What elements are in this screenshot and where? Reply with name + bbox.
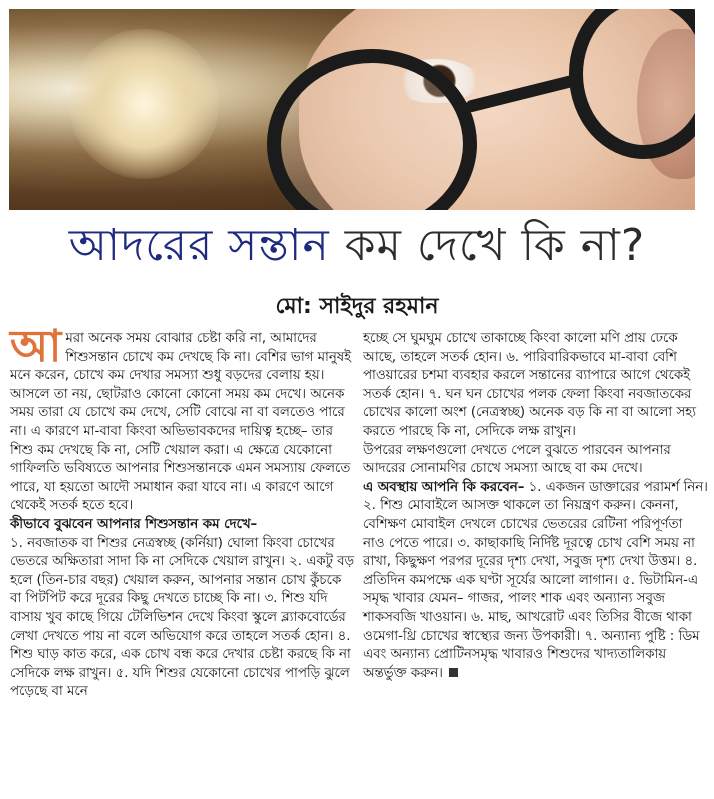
remedies-text: ১. একজন ডাক্তারের পরামর্শ নিন। ২. শিশু মোবাইলে আসক্ত থাকলে তা নিয়ন্ত্রণ করুন। কেননা, বেশিক্ষণ মোবাইল দেখলে চোখের ভেতরের রেটিনা পরিপূর্ণতা নাও পেতে পারে। ৩. কাছাকাছি নির্দিষ্ট দূরত্বে চোখ বেশি সময় না রাখা, কিছুক্ষণ পরপর দূরের দৃশ্য দেখা, সবুজ দৃশ্য দেখা উত্তম। ৪. প্রতিদিন কমপক্ষে এক ঘণ্টা সূর্যের আলো লাগান। ৫. ভিটামিন-এ সমৃদ্ধ খাবার যেমন– গাজর, পালং শাক এবং অন্যান্য সবুজ শাকসবজি খাওয়ান। ৬. মাছ, আখরোট এবং তিসির বীজে থাকা ওমেগা-থ্রি চোখের স্বাস্থ্যের জন্য উপকারী। ৭. অন্যান্য পুষ্টি : ডিম এবং অন্যান্য প্রোটিনসমৃদ্ধ খাবারও শিশুদের খাদ্যতালিকায় অন্তর্ভুক্ত করুন। — [363, 479, 708, 681]
child-with-glasses-photo — [9, 9, 695, 210]
headline-part-2: কম দেখে কি না? — [329, 220, 646, 271]
intro-text: মরা অনেক সময় বোঝার চেষ্টা করি না, আমাদের শিশুসন্তান চোখে কম দেখছে কি না। বেশির ভাগ মানুষই মনে করেন, চোখে কম দেখার সমস্যা শুধু বড়দের বেলায় হয়। আসলে তা নয়, ছোটরাও কোনো কোনো সময় কম দেখে। অনেক সময় তারা যে চোখে কম দেখে, সেটি বোঝে না বা বলতেও পারে না। এ কারণে মা-বাবা কিংবা অভিভাবকদের দায়িত্ব হচ্ছে– তার শিশু কম দেখছে কি না, সেটি খেয়াল করা। এ ক্ষেত্রে যেকোনো গাফিলতি ভবিষ্যতে আপনার শিশুসন্তানকে এমন সমস্যায় ফেলতে পারে, যা হয়তো আদৌ সমাধান করা যাবে না। এ কারণে আগে থেকেই সতর্ক হতে হবে। — [10, 331, 352, 514]
symptoms-continued: হচ্ছে সে ঘুমঘুম চোখে তাকাচ্ছে কিংবা কালো মণি প্রায় ঢেকে আছে, তাহলে সতর্ক হোন। ৬. পারিবারিকভাবে মা-বাবা বেশি পাওয়ারের চশমা ব্যবহার করলে সন্তানের ব্যাপারে আগে থেকেই সতর্ক হোন। ৭. ঘন ঘন চোখের পলক ফেলা কিংবা নবজাতকের চোখের কালো অংশ (নেত্রস্বচ্ছ) অনেক বড় কি না বা আলো সহ্য করতে পারছে কি না, সেদিকে লক্ষ রাখুন। — [363, 331, 696, 439]
article-column-1 — [10, 321, 355, 702]
section-heading-remedies: এ অবস্থায় আপনি কি করবেন– — [363, 479, 525, 495]
article-headline — [0, 218, 714, 274]
headline-part-1: আদরের সন্তান — [68, 220, 330, 271]
intro-paragraph — [10, 321, 355, 516]
section-heading-symptoms: কীভাবে বুঝবেন আপনার শিশুসন্তান কম দেখে– — [10, 516, 258, 532]
remedies-paragraph — [363, 479, 708, 684]
symptoms-list: ১. নবজাতক বা শিশুর নেত্রস্বচ্ছ (কর্নিয়া) ঘোলা কিংবা চোখের ভেতরে অক্ষিতারা সাদা কি না সেদিকে খেয়াল রাখুন। ২. একটু বড় হলে (তিন-চার বছর) খেয়াল করুন, আপনার সন্তান চোখ কুঁচকে বা পিটপিট করে দূরের কিছু দেখতে চাচ্ছে কি না। ৩. শিশু যদি বাসায় খুব কাছে গিয়ে টেলিভিশন দেখে কিংবা স্কুলে ব্ল্যাকবোর্ডের লেখা দেখতে পায় না বলে অভিযোগ করে তাহলে সতর্ক হোন। ৪. শিশু ঘাড় কাত করে, এক চোখ বন্ধ করে দেখার চেষ্টা করছে কি না সেদিকে লক্ষ রাখুন। ৫. যদি শিশুর যেকোনো চোখের পাপড়ি ঝুলে পড়েছে বা মনে — [10, 535, 355, 700]
end-mark-icon — [449, 668, 458, 677]
article-column-2 — [363, 330, 708, 683]
summary-paragraph: উপরের লক্ষণগুলো দেখতে পেলে বুঝতে পারবেন আপনার আদরের সোনামণির চোখে সমস্যা আছে বা কম দেখে। — [363, 442, 671, 477]
drop-cap: আ — [10, 321, 62, 372]
author-byline: মো: সাইদুর রহমান — [275, 294, 439, 319]
background-light — [69, 29, 219, 179]
